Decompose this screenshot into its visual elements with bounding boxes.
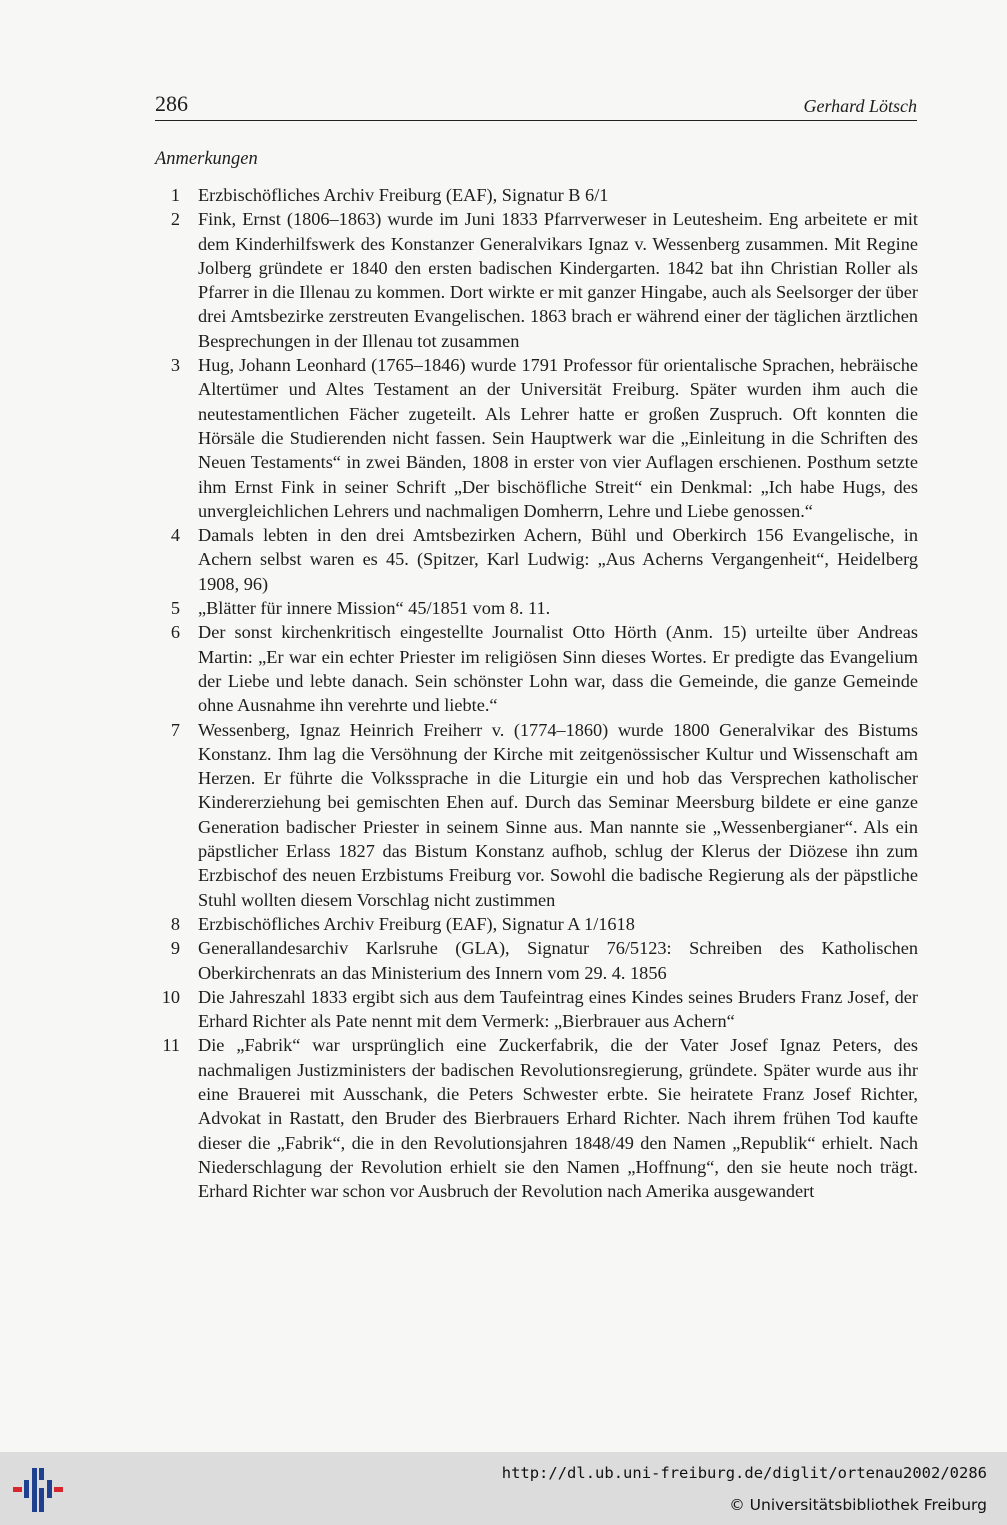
endnote-item (155, 353, 918, 523)
endnote-item (155, 523, 918, 596)
section-title: Anmerkungen (155, 149, 258, 169)
endnote-text: Erzbischöfliches Archiv Freiburg (EAF), Signatur A 1/1618 (198, 913, 635, 934)
endnote-number: 11 (162, 1035, 180, 1056)
endnote-text: Erzbischöfliches Archiv Freiburg (EAF), Signatur B 6/1 (198, 185, 609, 205)
footer-bar (0, 1452, 1007, 1525)
endnote-number: 5 (170, 598, 180, 619)
endnote-number: 2 (170, 209, 180, 230)
endnote-item (155, 596, 918, 620)
endnote-item (155, 936, 918, 985)
endnote-number: 4 (170, 525, 180, 546)
endnote-text: Wessenberg, Ignaz Heinrich Freiherr v. (1774–1860) wurde 1800 Generalvikar des Bistums Konstanz. Ihm lag die Versöhnung der Kirche mit zeitgenössischer Kultur und Wissenschaft am Herzen. Er führte die Volkssprache in die Liturgie ein und hob das Versprechen katholischer Kindererziehung bei gemischten Ehen auf. Durch das Seminar Meersburg bildete er eine ganze Generation badischer Priester in seinem Sinne aus. Man nannte sie „Wessenbergianer“. Als ein päpstlicher Erlass 1827 das Bistum Konstanz aufhob, schlug der Klerus der Diözese ihn zum Erzbischof des neuen Erzbistums Freiburg vor. Sowohl die badische Regierung als der päpstliche Stuhl wollten diesem Vorschlag nicht zustimmen (198, 719, 918, 910)
page-header (155, 90, 917, 121)
endnote-number: 6 (170, 622, 180, 643)
endnote-text: Fink, Ernst (1806–1863) wurde im Juni 1833 Pfarrverweser in Leutesheim. Eng arbeitete er mit dem Kinderhilfswerk des Konstanzer Generalvikars Ignaz v. Wessenberg zusammen. Mit Regine Jolberg gründete er 1840 den ersten badischen Kindergarten. 1842 bat ihn Christian Roller als Pfarrer in die Illenau zu kommen. Dort wirkte er mit ganzer Hingabe, auch als Seelsorger der über drei Amtsbezirke zerstreuten Evangelischen. 1863 brach er während einer der täglichen ärztlichen Besprechungen in der Illenau tot zusammen (198, 209, 918, 351)
endnote-number: 7 (170, 719, 180, 740)
endnote-item (155, 183, 918, 207)
permalink-url[interactable]: http://dl.ub.uni-freiburg.de/diglit/ortenau2002/0286 (501, 1464, 987, 1482)
endnote-text: Die „Fabrik“ war ursprünglich eine Zuckerfabrik, die der Vater Josef Ignaz Peters, des nachmaligen Justizministers der badischen Revolutionsregierung, gründete. Später wurde aus ihr eine Brauerei mit Ausschank, die Peters Schwester erbte. Sie heiratete Franz Josef Richter, Advokat in Rastatt, den Bruder des Bierbrauers Erhard Richter. Nach ihrem frühen Tod kaufte dieser die „Fabrik“, die in den Revolutionsjahren 1848/49 den Namen „Republik“ erhielt. Nach Niederschlagung der Revolution erhielt sie den Namen „Hoffnung“, den sie heute noch trägt. Erhard Richter war schon vor Ausbruch der Revolution nach Amerika ausgewandert (198, 1035, 918, 1202)
endnote-text: „Blätter für innere Mission“ 45/1851 vom 8. 11. (198, 598, 551, 619)
endnote-item (155, 985, 918, 1034)
endnote-item (155, 620, 918, 717)
endnote-item (155, 207, 918, 353)
endnote-number: 8 (170, 913, 180, 934)
ub-freiburg-logo-icon (12, 1466, 64, 1514)
endnote-number: 1 (170, 185, 180, 205)
endnote-number: 9 (170, 938, 180, 959)
running-head-author: Gerhard Lötsch (803, 96, 917, 116)
copyright-notice: © Universitätsbibliothek Freiburg (729, 1496, 987, 1514)
endnote-item (155, 718, 918, 912)
endnote-text: Generallandesarchiv Karlsruhe (GLA), Signatur 76/5123: Schreiben des Katholischen Oberkirchenrats an das Ministerium des Innern vom 29. 4. 1856 (198, 938, 918, 983)
endnote-item (155, 912, 918, 936)
page-number: 286 (155, 91, 188, 116)
endnote-text: Der sonst kirchenkritisch eingestellte Journalist Otto Hörth (Anm. 15) urteilte über Andreas Martin: „Er war ein echter Priester im religiösen Sinn dieses Wortes. Er predigte das Evangelium der Liebe und lebte danach. Sein schönster Lohn war, dass die Gemeinde, die ganze Gemeinde ohne Ausnahme ihn verehrte und liebte.“ (198, 622, 918, 716)
endnote-number: 10 (161, 986, 180, 1007)
endnote-text: Damals lebten in den drei Amtsbezirken Achern, Bühl und Oberkirch 156 Evangelische, in Achern selbst waren es 45. (Spitzer, Karl Ludwig: „Aus Acherns Vergangenheit“, Heidelberg 1908, 96) (198, 525, 918, 594)
endnote-item (155, 1033, 918, 1203)
endnotes-list (155, 183, 918, 1203)
endnote-text: Hug, Johann Leonhard (1765–1846) wurde 1791 Professor für orientalische Sprachen, hebräische Altertümer und Altes Testament an der Universität Freiburg. Später wurden ihm auch die neutestamentlichen Fächer zugeteilt. Als Lehrer hatte er großen Zuspruch. Oft konnten die Hörsäle die Studierenden nicht fassen. Sein Hauptwerk war die „Einleitung in die Schriften des Neuen Testaments“ in zwei Bänden, 1808 in erster von vier Auflagen erschienen. Posthum setzte ihm Ernst Fink in seiner Schrift „Der bischöfliche Streit“ ein Denkmal: „Ich habe Hugs, des unvergleichlichen Lehrers und nachmaligen Domherrn, Lehre und Liebe genossen.“ (198, 355, 918, 521)
endnote-text: Die Jahreszahl 1833 ergibt sich aus dem Taufeintrag eines Kindes seines Bruders Franz Josef, der Erhard Richter als Pate nennt mit dem Vermerk: „Bierbrauer aus Achern“ (198, 986, 918, 1032)
endnote-number: 3 (170, 355, 180, 376)
